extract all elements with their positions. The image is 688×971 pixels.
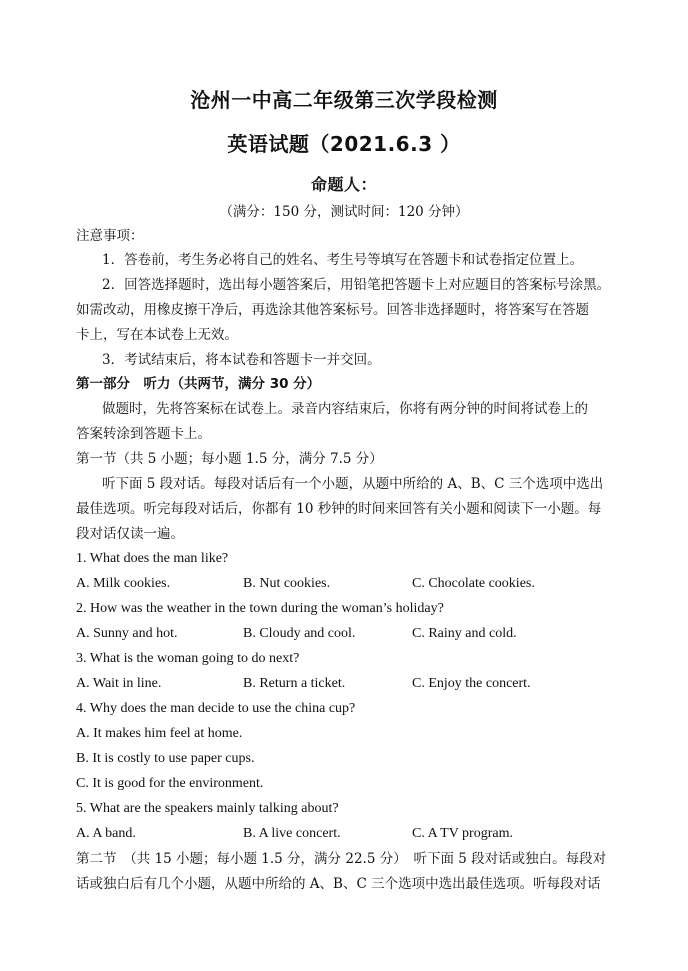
question-3-option-b: B. Return a ticket. (243, 676, 346, 691)
exam-subtitle: 英语试题（2021.6.3 ） (227, 132, 461, 156)
section1-instructions-line-1: 听下面 5 段对话。每段对话后有一个小题，从题中所给的 A、B、C 三个选项中选出 (102, 476, 604, 492)
section1-heading: 第一节（共 5 小题；每小题 1.5 分，满分 7.5 分） (76, 451, 383, 467)
question-2-option-c: C. Rainy and cold. (412, 626, 517, 641)
part1-heading: 第一部分 听力（共两节，满分 30 分） (76, 376, 321, 392)
question-2: 2. How was the weather in the town during the woman’s holiday? (76, 601, 444, 616)
question-1-option-b: B. Nut cookies. (243, 576, 331, 591)
question-3: 3. What is the woman going to do next? (76, 651, 300, 666)
question-4: 4. Why does the man decide to use the china cup? (76, 701, 356, 716)
question-2-option-b: B. Cloudy and cool. (243, 626, 356, 641)
notice-item-3: 3．考试结束后，将本试卷和答题卡一并交回。 (102, 352, 381, 368)
section1-instructions-line-3: 段对话仅读一遍。 (76, 526, 184, 542)
question-3-option-c: C. Enjoy the concert. (412, 676, 531, 691)
section1-instructions-line-2: 最佳选项。听完每段对话后，你都有 10 秒钟的时间来回答有关小题和阅读下一小题。每 (76, 501, 602, 517)
part1-intro-line-2: 答案转涂到答题卡上。 (76, 426, 211, 442)
score-info: （满分：150 分，测试时间：120 分钟） (219, 204, 469, 220)
question-4-option-a: A. It makes him feel at home. (76, 726, 243, 741)
author-line: 命题人： (310, 175, 377, 194)
notice-heading: 注意事项： (76, 228, 144, 244)
question-2-option-a: A. Sunny and hot. (76, 626, 178, 641)
part1-intro-line-1: 做题时，先将答案标在试卷上。录音内容结束后，你将有两分钟的时间将试卷上的 (102, 401, 588, 417)
question-4-option-c: C. It is good for the environment. (76, 776, 264, 791)
question-5: 5. What are the speakers mainly talking about? (76, 801, 339, 816)
question-1-option-a: A. Milk cookies. (76, 576, 171, 591)
question-1-option-c: C. Chocolate cookies. (412, 576, 535, 591)
exam-title: 沧州一中高二年级第三次学段检测 (190, 88, 498, 112)
question-1: 1. What does the man like? (76, 551, 229, 566)
question-5-option-a: A. A band. (76, 826, 136, 841)
section2-instructions-line-2: 话或独白后有几个小题，从题中所给的 A、B、C 三个选项中选出最佳选项。听每段对话 (76, 876, 601, 892)
notice-item-2-line-1: 2．回答选择题时，选出每小题答案后，用铅笔把答题卡上对应题目的答案标号涂黑。 (102, 277, 611, 293)
notice-item-2-line-3: 卡上，写在本试卷上无效。 (76, 327, 238, 343)
notice-item-2-line-2: 如需改动，用橡皮擦干净后，再选涂其他答案标号。回答非选择题时，将答案写在答题 (76, 302, 589, 318)
question-3-option-a: A. Wait in line. (76, 676, 162, 691)
notice-item-1: 1．答卷前，考生务必将自己的姓名、考生号等填写在答题卡和试卷指定位置上。 (102, 252, 584, 268)
section2-instructions-line-1: 第二节 （共 15 小题；每小题 1.5 分，满分 22.5 分） 听下面 5 段对话或独白。每段对 (76, 851, 607, 867)
question-4-option-b: B. It is costly to use paper cups. (76, 751, 255, 766)
question-5-option-c: C. A TV program. (412, 826, 513, 841)
question-5-option-b: B. A live concert. (243, 826, 341, 841)
